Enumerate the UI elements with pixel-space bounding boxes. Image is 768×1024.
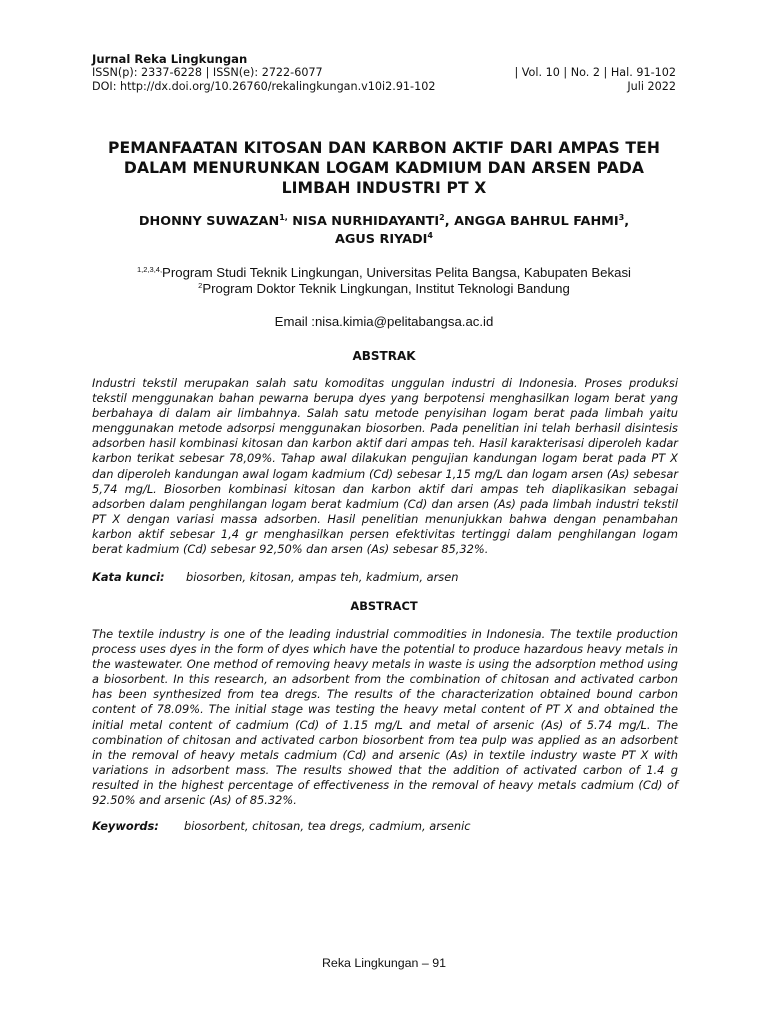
author-4: AGUS RIYADI bbox=[335, 232, 428, 247]
author-1-sup: 1, bbox=[279, 213, 288, 222]
author-3-sup: 3 bbox=[618, 213, 625, 222]
issn-line: ISSN(p): 2337-6228 | ISSN(e): 2722-6077 bbox=[92, 66, 323, 79]
affiliations bbox=[92, 265, 676, 297]
page-footer: Reka Lingkungan – 91 bbox=[321, 956, 446, 970]
affiliation-2-text: Program Doktor Teknik Lingkungan, Institut Teknologi Bandung bbox=[202, 281, 570, 296]
author-2: NISA NURHIDAYANTI bbox=[287, 214, 440, 229]
author-3: , ANGGA BAHRUL FAHMI bbox=[444, 214, 619, 229]
issue-info bbox=[514, 66, 676, 94]
abstrak-text: Industri tekstil merupakan salah satu komoditas unggulan industri di Indonesia. Proses produksi tekstil menggunakan bahan pewarna berupa dyes yang berpotensi menghasilkan logam berat yang berbahaya di dalam air limbahnya. Salah satu metode penyisihan logam berat pada limbah yaitu menggunakan metode adsorpsi menggunakan biosorben. Pada penelitian ini telah berhasil disintesis adsorben hasil kombinasi kitosan dan karbon aktif dari ampas teh. Hasil karakterisasi diperoleh kadar karbon terikat sebesar 78,09%. Tahap awal dilakukan pengujian kandungan logam berat pada PT X dan diperoleh kandungan awal logam kadmium (Cd) sebesar 1,15 mg/L dan logam arsen (As) sebesar 5,74 mg/L. Biosorben kombinasi kitosan dan karbon aktif dari ampas teh diaplikasikan sebagai adsorben dalam penghilangan logam berat kadmium (Cd) dan arsen (As) pada limbah industri tekstil PT X dengan variasi massa adsorben. Hasil penelitian menunjukkan bahwa dengan penambahan karbon aktif sebesar 1,4 gr menghasilkan persen efektivitas tertinggi dalam penghilangan logam berat kadmium (Cd) sebesar 92,50% dan arsen (As) sebesar 85,32%. bbox=[92, 376, 678, 557]
affiliation-1-text: Program Studi Teknik Lingkungan, Universitas Pelita Bangsa, Kabupaten Bekasi bbox=[162, 265, 631, 280]
kata-kunci-value: biosorben, kitosan, ampas teh, kadmium, arsen bbox=[186, 570, 459, 584]
abstract-text: The textile industry is one of the leading industrial commodities in Indonesia. The textile production process uses dyes in the form of dyes which have the potential to produce hazardous heavy metals in the wastewater. One method of removing heavy metals in waste is using the adsorption method using a biosorbent. In this research, an adsorbent from the combination of chitosan and activated carbon has been synthesized from tea dregs. The results of the characterization obtained bound carbon content of 78.09%. The initial stage was testing the heavy metal content of PT X and obtained the initial metal content of cadmium (Cd) of 1.15 mg/L and metal of arsenic (As) of 5.74 mg/L. The combination of chitosan and activated carbon biosorbent from tea pulp was applied as an adsorbent in the removal of heavy metals cadmium (Cd) and arsenic (As) in textile industry waste PT X with variations in adsorbent mass. The results showed that the addition of activated carbon of 1.4 g resulted in the highest percentage of effectiveness in the removal of heavy metals cadmium (Cd) of 92.50% and arsenic (As) of 85.32%. bbox=[92, 627, 678, 808]
paper-title: PEMANFAATAN KITOSAN DAN KARBON AKTIF DARI AMPAS TEH DALAM MENURUNKAN LOGAM KADMIUM DAN ARSEN PADA LIMBAH INDUSTRI PT X bbox=[108, 139, 660, 197]
author-1: DHONNY SUWAZAN bbox=[138, 214, 280, 229]
issue-date: Juli 2022 bbox=[627, 80, 676, 93]
kata-kunci-label: Kata kunci: bbox=[92, 570, 165, 584]
keywords-label: Keywords: bbox=[92, 819, 159, 833]
affiliation-1 bbox=[92, 265, 676, 281]
doi-line[interactable]: DOI: http://dx.doi.org/10.26760/rekalingkungan.v10i2.91-102 bbox=[92, 80, 436, 93]
affiliation-2-sup: 2 bbox=[198, 281, 203, 290]
keywords bbox=[92, 819, 678, 834]
affiliation-2 bbox=[92, 281, 676, 297]
journal-header bbox=[92, 52, 435, 94]
author-2-sup: 2 bbox=[439, 213, 445, 222]
volume-line: | Vol. 10 | No. 2 | Hal. 91-102 bbox=[514, 66, 676, 79]
kata-kunci bbox=[92, 570, 678, 585]
corresponding-email[interactable]: Email :nisa.kimia@pelitabangsa.ac.id bbox=[274, 314, 494, 329]
affiliation-1-sup: 1,2,3,4, bbox=[137, 265, 163, 274]
author-3-tail: , bbox=[624, 214, 630, 229]
author-list bbox=[92, 213, 676, 249]
abstract-heading: ABSTRACT bbox=[350, 599, 418, 613]
journal-name: Jurnal Reka Lingkungan bbox=[92, 52, 248, 66]
keywords-value: biosorbent, chitosan, tea dregs, cadmium, arsenic bbox=[184, 819, 471, 833]
author-4-sup: 4 bbox=[427, 231, 433, 240]
abstrak-heading: ABSTRAK bbox=[352, 349, 416, 363]
